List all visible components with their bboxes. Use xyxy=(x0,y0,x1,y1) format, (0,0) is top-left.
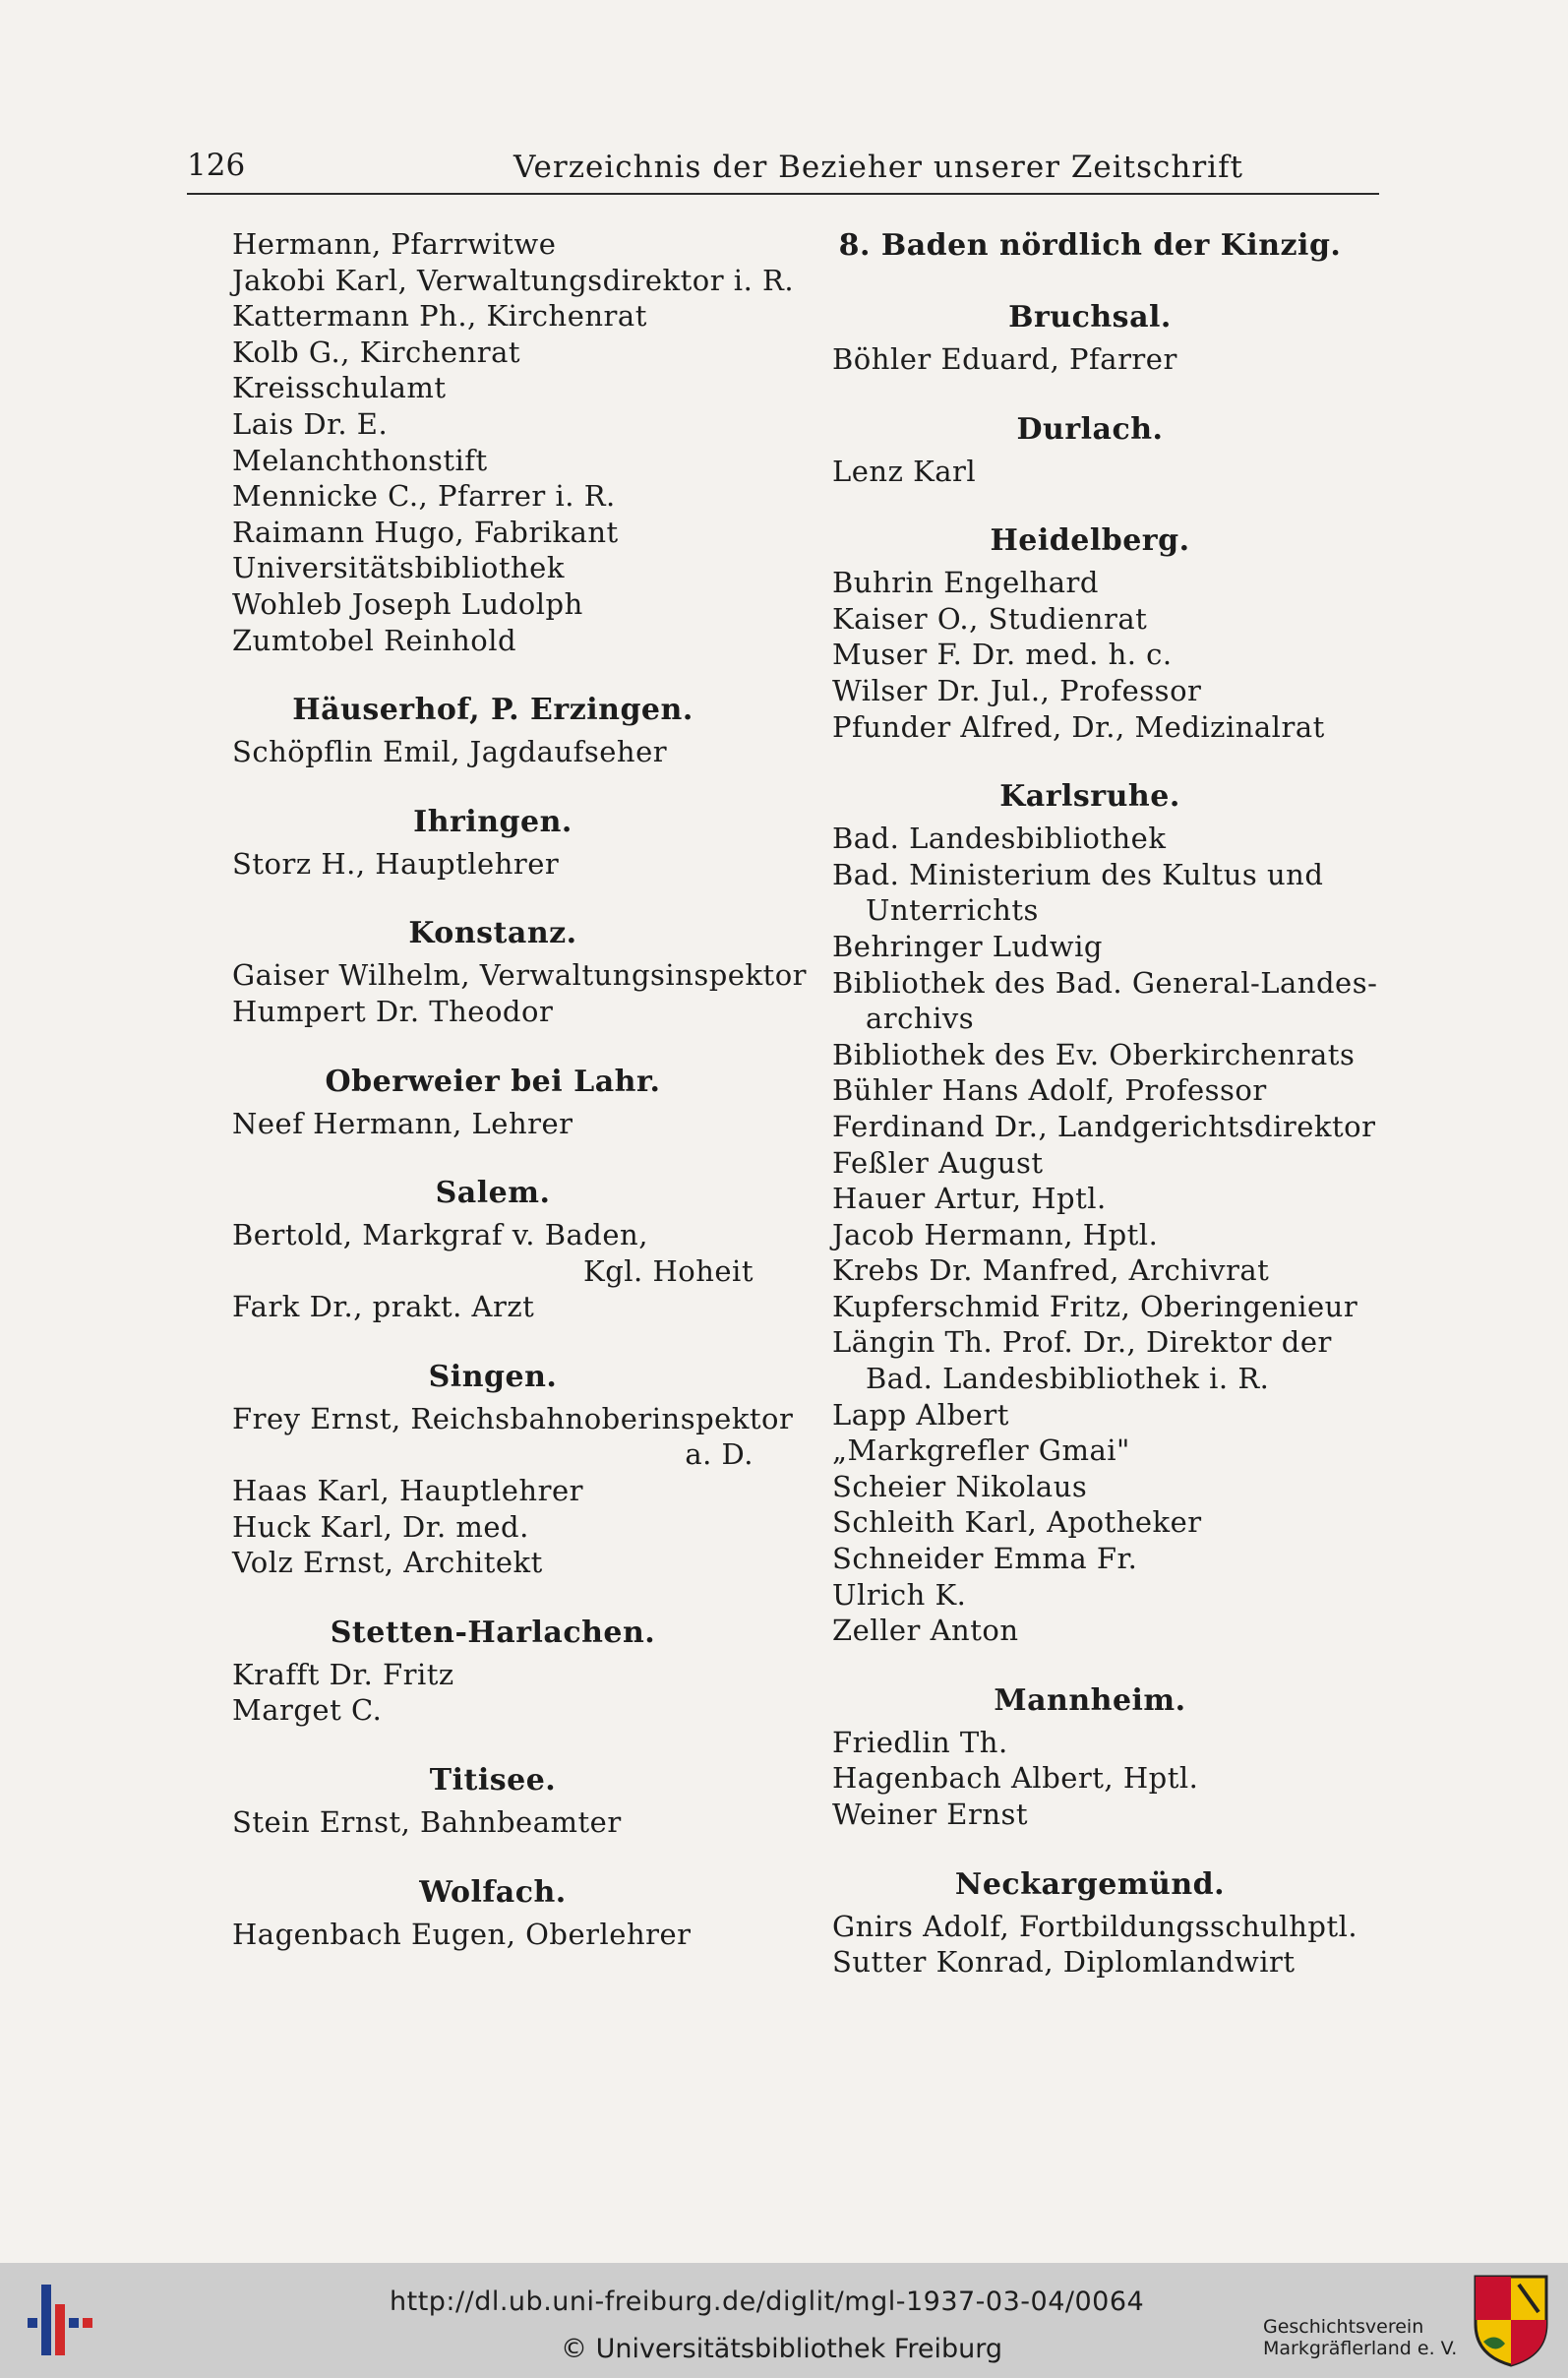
subscriber-entry: Ferdinand Dr., Landgerichtsdirektor xyxy=(832,1109,1376,1143)
subscriber-entry: Frey Ernst, Reichsbahnoberinspektor xyxy=(232,1401,794,1435)
subscriber-entry: Unterrichts xyxy=(866,893,1039,928)
subscriber-entry: Scheier Nikolaus xyxy=(832,1469,1088,1503)
subscriber-entry: Bibliothek des Bad. General-Landes- xyxy=(832,965,1378,1000)
subscriber-entry: Haas Karl, Hauptlehrer xyxy=(232,1474,583,1508)
subscriber-entry: Kupferschmid Fritz, Oberingenieur xyxy=(832,1289,1358,1323)
subscriber-entry: Raimann Hugo, Fabrikant xyxy=(232,515,619,549)
subscriber-entry: Volz Ernst, Architekt xyxy=(232,1546,543,1580)
subscriber-entry: Fark Dr., prakt. Arzt xyxy=(232,1290,535,1324)
subscriber-entry: Schöpflin Emil, Jagdaufseher xyxy=(232,735,668,769)
subscriber-entry: Universitätsbibliothek xyxy=(232,551,565,585)
subscriber-entry: Lapp Albert xyxy=(832,1397,1009,1432)
ub-freiburg-logo-icon[interactable] xyxy=(20,2275,98,2365)
subscriber-entry: Gaiser Wilhelm, Verwaltungsinspektor xyxy=(232,958,808,993)
subscriber-entry: Mennicke C., Pfarrer i. R. xyxy=(232,479,616,514)
place-heading: Ihringen. xyxy=(413,804,573,839)
subscriber-entry: Kolb G., Kirchenrat xyxy=(232,335,521,369)
subscriber-entry: Hauer Artur, Hptl. xyxy=(832,1182,1107,1216)
subscriber-entry: Schneider Emma Fr. xyxy=(832,1542,1138,1576)
subscriber-entry: Weiner Ernst xyxy=(832,1798,1029,1831)
place-heading: Konstanz. xyxy=(408,916,577,951)
subscriber-entry: Pfunder Alfred, Dr., Medizinalrat xyxy=(832,709,1325,744)
subscriber-entry: Jacob Hermann, Hptl. xyxy=(832,1217,1159,1251)
place-heading: Heidelberg. xyxy=(990,523,1190,559)
subscriber-entry: Schleith Karl, Apotheker xyxy=(832,1505,1202,1540)
copyright-notice: © Universitätsbibliothek Freiburg xyxy=(561,2334,1003,2364)
subscriber-entry: Lenz Karl xyxy=(832,454,977,488)
subscriber-entry: Längin Th. Prof. Dr., Direktor der xyxy=(832,1325,1332,1360)
place-heading: Neckargemünd. xyxy=(954,1866,1226,1902)
subscriber-entry: Hagenbach Albert, Hptl. xyxy=(832,1761,1199,1796)
place-heading: Mannheim. xyxy=(994,1682,1186,1718)
subscriber-entry: Storz H., Hauptlehrer xyxy=(232,846,560,881)
subscriber-entry: Stein Ernst, Bahnbeamter xyxy=(232,1805,622,1840)
subscriber-entry: Friedlin Th. xyxy=(832,1725,1008,1759)
right-column xyxy=(832,226,1378,1981)
subscriber-entry: Feßler August xyxy=(832,1145,1044,1180)
subscriber-entry: Ulrich K. xyxy=(832,1577,967,1612)
subscriber-entry: Krafft Dr. Fritz xyxy=(232,1657,454,1691)
subscriber-entry: Marget C. xyxy=(232,1693,383,1728)
page-number: 126 xyxy=(187,148,246,183)
place-heading: Bruchsal. xyxy=(1008,300,1172,335)
place-heading: Wolfach. xyxy=(419,1874,567,1910)
subscriber-entry: Neef Hermann, Lehrer xyxy=(232,1106,573,1140)
society-name-line2: Markgräflerland e. V. xyxy=(1263,2338,1458,2359)
subscriber-entry: Bad. Landesbibliothek i. R. xyxy=(866,1362,1270,1396)
left-column xyxy=(232,226,808,1952)
subscriber-entry: Hagenbach Eugen, Oberlehrer xyxy=(232,1917,692,1951)
subscriber-entry: Buhrin Engelhard xyxy=(832,566,1099,600)
place-heading: Häuserhof, P. Erzingen. xyxy=(292,693,694,728)
society-name xyxy=(1263,2316,1457,2359)
subscriber-entry: Bad. Ministerium des Kultus und xyxy=(832,857,1324,891)
subscriber-entry: Bad. Landesbibliothek xyxy=(832,822,1167,856)
place-heading: Stetten-Harlachen. xyxy=(330,1615,656,1650)
place-heading: Durlach. xyxy=(1016,411,1164,447)
subscriber-entry: Zeller Anton xyxy=(832,1614,1019,1648)
society-name-line1: Geschichtsverein xyxy=(1263,2316,1424,2338)
subscriber-entry: Wohleb Joseph Ludolph xyxy=(232,586,583,621)
subscriber-entry: Hermann, Pfarrwitwe xyxy=(232,227,557,261)
subscriber-entry: Kreisschulamt xyxy=(232,371,447,405)
subscriber-entry: Zumtobel Reinhold xyxy=(232,623,517,657)
subscriber-entry: Melanchthonstift xyxy=(232,443,488,477)
subscriber-entry: Huck Karl, Dr. med. xyxy=(232,1509,529,1544)
subscriber-entry: Behringer Ludwig xyxy=(832,929,1103,963)
running-title: Verzeichnis der Bezieher unserer Zeitschrift xyxy=(513,150,1244,185)
subscriber-entry: Kaiser O., Studienrat xyxy=(832,601,1148,636)
markgraeflerland-crest-icon[interactable] xyxy=(1472,2273,1550,2369)
subscriber-entry: Bühler Hans Adolf, Professor xyxy=(832,1073,1267,1108)
subscriber-entry: Bibliothek des Ev. Oberkirchenrats xyxy=(832,1037,1356,1071)
subscriber-entry: archivs xyxy=(866,1002,975,1036)
subscriber-entry: Sutter Konrad, Diplomlandwirt xyxy=(832,1945,1296,1980)
subscriber-entry: Kattermann Ph., Kirchenrat xyxy=(232,299,647,334)
subscriber-entry: Wilser Dr. Jul., Professor xyxy=(832,673,1202,707)
page-header xyxy=(187,148,1379,195)
footer-bar xyxy=(0,2263,1568,2378)
place-heading: Karlsruhe. xyxy=(999,779,1180,815)
permalink-url[interactable]: http://dl.ub.uni-freiburg.de/diglit/mgl-1937-03-04/0064 xyxy=(390,2287,1145,2317)
region-heading: 8. Baden nördlich der Kinzig. xyxy=(838,228,1342,263)
subscriber-entry: Humpert Dr. Theodor xyxy=(232,994,554,1028)
subscriber-entry: Muser F. Dr. med. h. c. xyxy=(832,638,1173,672)
subscriber-entry: Kgl. Hoheit xyxy=(583,1253,754,1288)
place-heading: Salem. xyxy=(435,1176,551,1211)
subscriber-entry: a. D. xyxy=(685,1437,754,1472)
subscriber-entry: Bertold, Markgraf v. Baden, xyxy=(232,1218,648,1252)
subscriber-entry: Krebs Dr. Manfred, Archivrat xyxy=(832,1253,1270,1288)
place-heading: Titisee. xyxy=(429,1763,557,1799)
subscriber-entry: Lais Dr. E. xyxy=(232,406,389,441)
place-heading: Oberweier bei Lahr. xyxy=(325,1064,661,1099)
subscriber-entry: Böhler Eduard, Pfarrer xyxy=(832,342,1177,376)
subscriber-entry: Gnirs Adolf, Fortbildungsschulhptl. xyxy=(832,1909,1358,1943)
subscriber-entry: Jakobi Karl, Verwaltungsdirektor i. R. xyxy=(232,263,795,297)
place-heading: Singen. xyxy=(428,1359,558,1394)
subscriber-entry: „Markgrefler Gmai" xyxy=(832,1433,1130,1468)
